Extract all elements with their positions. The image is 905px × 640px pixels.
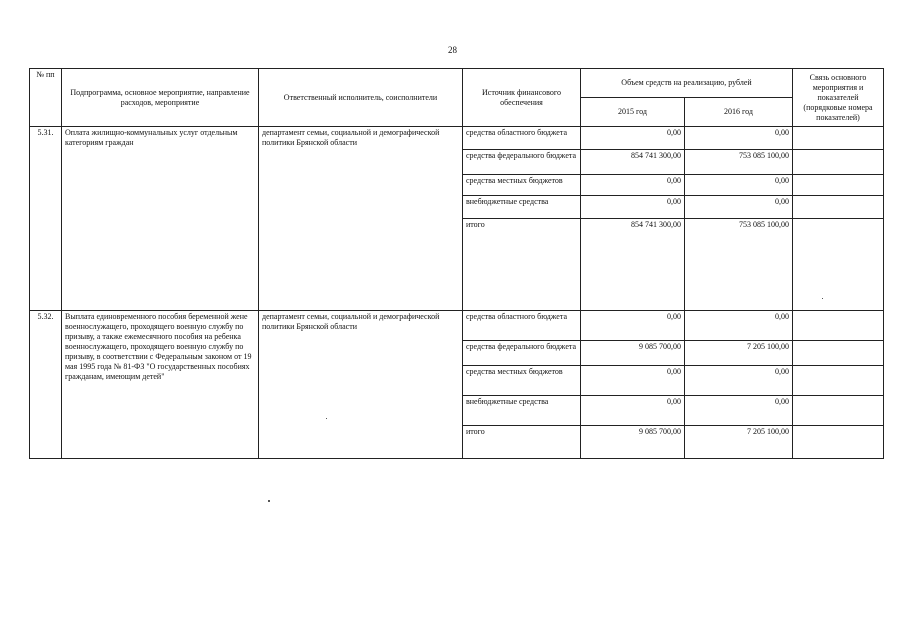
link-cell xyxy=(793,426,884,439)
header-program: Подпрограмма, основное мероприятие, направление расходов, мероприятие xyxy=(62,69,259,127)
value-2016: 0,00 xyxy=(685,396,793,426)
scan-speck xyxy=(268,500,270,502)
value-2015-total: 9 085 700,00 xyxy=(581,426,685,439)
value-2016: 753 085 100,00 xyxy=(685,150,793,175)
link-cell xyxy=(793,366,884,396)
value-2015: 0,00 xyxy=(581,196,685,219)
link-cell xyxy=(793,150,884,175)
row-executor: департамент семьи, социальной и демографической политики Брянской области xyxy=(259,127,463,311)
table-row xyxy=(30,127,884,150)
scan-speck xyxy=(326,418,327,419)
row-executor: департамент семьи, социальной и демографической политики Брянской области xyxy=(259,311,463,459)
row-program: Оплата жилищно-коммунальных услуг отдельным категориям граждан xyxy=(62,127,259,311)
link-cell xyxy=(793,341,884,366)
link-cell xyxy=(793,219,884,232)
source-cell: средства областного бюджета xyxy=(463,127,581,150)
source-cell: внебюджетные средства xyxy=(463,396,581,426)
budget-table xyxy=(29,68,884,459)
value-2016-total: 753 085 100,00 xyxy=(685,219,793,232)
value-2015: 854 741 300,00 xyxy=(581,150,685,175)
row-number: 5.31. xyxy=(30,127,62,311)
header-num: № пп xyxy=(30,69,62,127)
link-cell xyxy=(793,175,884,196)
value-2016: 7 205 100,00 xyxy=(685,341,793,366)
source-cell: внебюджетные средства xyxy=(463,196,581,219)
value-2016: 0,00 xyxy=(685,311,793,341)
value-2015: 0,00 xyxy=(581,175,685,196)
header-link: Связь основного мероприятия и показателей (порядковые номера показателей) xyxy=(793,69,884,127)
page-number: 28 xyxy=(448,45,457,55)
header-executor: Ответственный исполнитель, соисполнители xyxy=(259,69,463,127)
scan-speck xyxy=(822,298,823,299)
value-2015: 0,00 xyxy=(581,366,685,396)
value-2015: 9 085 700,00 xyxy=(581,341,685,366)
source-cell: средства федерального бюджета xyxy=(463,150,581,175)
header-year-2016: 2016 год xyxy=(685,98,793,127)
source-cell-total: итого xyxy=(463,219,581,232)
table-row xyxy=(30,311,884,341)
link-cell xyxy=(793,127,884,150)
source-cell: средства федерального бюджета xyxy=(463,341,581,366)
header-source: Источник финансового обеспечения xyxy=(463,69,581,127)
row-program: Выплата единовременного пособия беременной жене военнослужащего, проходящего военную службу по призыву, а также ежемесячного пособия на ребенка военнослужащего, проходящего военную службу по призыву, в соответствии с Федеральным законом от 19 мая 1995 года № 81-ФЗ "О государственных пособиях гражданам, имеющим детей" xyxy=(62,311,259,459)
source-cell: средства областного бюджета xyxy=(463,311,581,341)
header-volume: Объем средств на реализацию, рублей xyxy=(581,69,793,98)
value-2016: 0,00 xyxy=(685,366,793,396)
source-cell-total: итого xyxy=(463,426,581,439)
row-number: 5.32. xyxy=(30,311,62,459)
value-2016: 0,00 xyxy=(685,196,793,219)
header-year-2015: 2015 год xyxy=(581,98,685,127)
source-cell: средства местных бюджетов xyxy=(463,366,581,396)
link-cell xyxy=(793,396,884,426)
link-cell xyxy=(793,311,884,341)
value-2016: 0,00 xyxy=(685,127,793,150)
value-2015: 0,00 xyxy=(581,396,685,426)
source-cell: средства местных бюджетов xyxy=(463,175,581,196)
value-2016: 0,00 xyxy=(685,175,793,196)
value-2016-total: 7 205 100,00 xyxy=(685,426,793,439)
value-2015-total: 854 741 300,00 xyxy=(581,219,685,232)
link-cell xyxy=(793,196,884,219)
value-2015: 0,00 xyxy=(581,311,685,341)
value-2015: 0,00 xyxy=(581,127,685,150)
